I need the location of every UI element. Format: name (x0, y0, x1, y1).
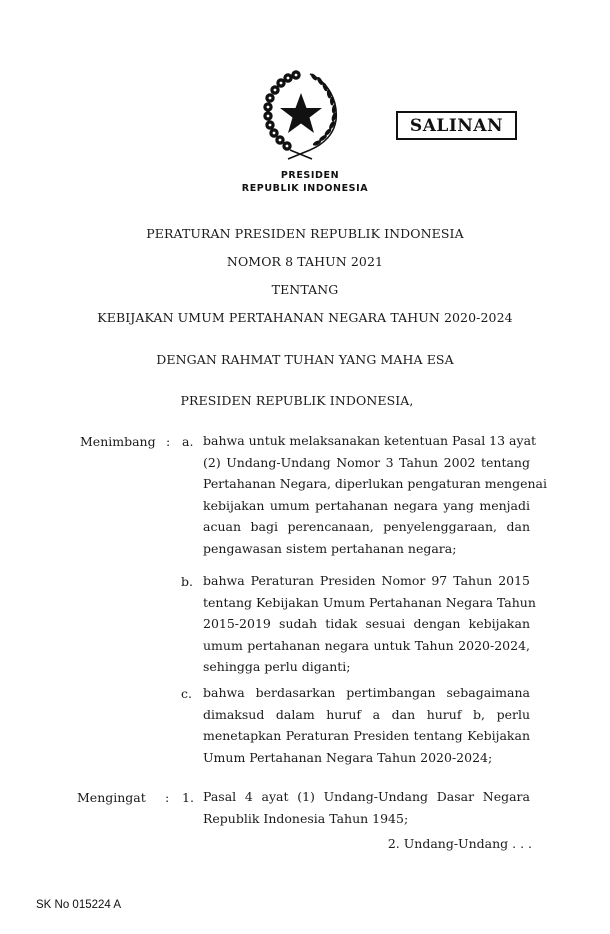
document-serial-code: SK No 015224 A (36, 899, 122, 911)
mengingat-item-1-marker: 1. (182, 790, 194, 805)
regulation-number: NOMOR 8 TAHUN 2021 (226, 254, 384, 269)
text-line: umum pertahanan negara untuk Tahun 2020-2024, (203, 637, 530, 653)
text-line: Pasal 4 ayat (1) Undang-Undang Dasar Negara (203, 789, 530, 804)
mengingat-item-1 (203, 786, 530, 829)
menimbang-item-c-marker: c. (181, 686, 192, 701)
menimbang-label: Menimbang (80, 434, 156, 449)
invocation: DENGAN RAHMAT TUHAN YANG MAHA ESA (156, 352, 454, 367)
stamp-label: SALINAN (409, 115, 504, 136)
text-line: menetapkan Peraturan Presiden tentang Kebijakan (203, 728, 530, 744)
text-line: tentang Kebijakan Umum Pertahanan Negara Tahun (203, 594, 536, 610)
regulation-subject: KEBIJAKAN UMUM PERTAHANAN NEGARA TAHUN 2020-2024 (97, 310, 513, 325)
text-line: (2) Undang-Undang Nomor 3 Tahun 2002 tentang (203, 454, 530, 470)
issuer-heading: PRESIDEN REPUBLIK INDONESIA, (180, 393, 414, 408)
presidential-emblem-icon (252, 66, 348, 162)
emblem-caption-presiden: PRESIDEN (280, 170, 340, 181)
mengingat-label: Mengingat (77, 790, 146, 805)
salinan-stamp (396, 111, 517, 140)
text-line: bahwa untuk melaksanakan ketentuan Pasal 13 ayat (203, 433, 537, 448)
text-line: pengawasan sistem pertahanan negara; (203, 540, 457, 556)
menimbang-item-b (203, 570, 536, 678)
page-continuation: 2. Undang-Undang . . . (387, 836, 532, 851)
emblem-caption-republik: REPUBLIK INDONESIA (241, 183, 369, 194)
text-line: sehingga perlu diganti; (203, 659, 351, 675)
text-line: dimaksud dalam huruf a dan huruf b, perlu (203, 706, 530, 722)
text-line: 2015-2019 sudah tidak sesuai dengan kebijakan (203, 616, 530, 632)
menimbang-item-a (203, 430, 547, 560)
text-line: bahwa berdasarkan pertimbangan sebagaimana (203, 685, 530, 700)
text-line: Umum Pertahanan Negara Tahun 2020-2024; (203, 749, 493, 765)
text-line: Republik Indonesia Tahun 1945; (203, 810, 409, 826)
menimbang-item-a-marker: a. (182, 434, 194, 449)
text-line: Pertahanan Negara, diperlukan pengaturan mengenai (203, 476, 547, 492)
text-line: kebijakan umum pertahanan negara yang menjadi (203, 497, 530, 513)
regulation-tentang: TENTANG (271, 282, 339, 297)
mengingat-colon: : (165, 790, 170, 805)
text-line: acuan bagi perencanaan, penyelenggaraan, dan (203, 519, 530, 535)
regulation-title: PERATURAN PRESIDEN REPUBLIK INDONESIA (146, 226, 464, 241)
menimbang-item-b-marker: b. (181, 574, 193, 589)
menimbang-colon: : (166, 434, 171, 449)
menimbang-item-c (203, 682, 530, 768)
text-line: bahwa Peraturan Presiden Nomor 97 Tahun 2015 (203, 573, 530, 588)
